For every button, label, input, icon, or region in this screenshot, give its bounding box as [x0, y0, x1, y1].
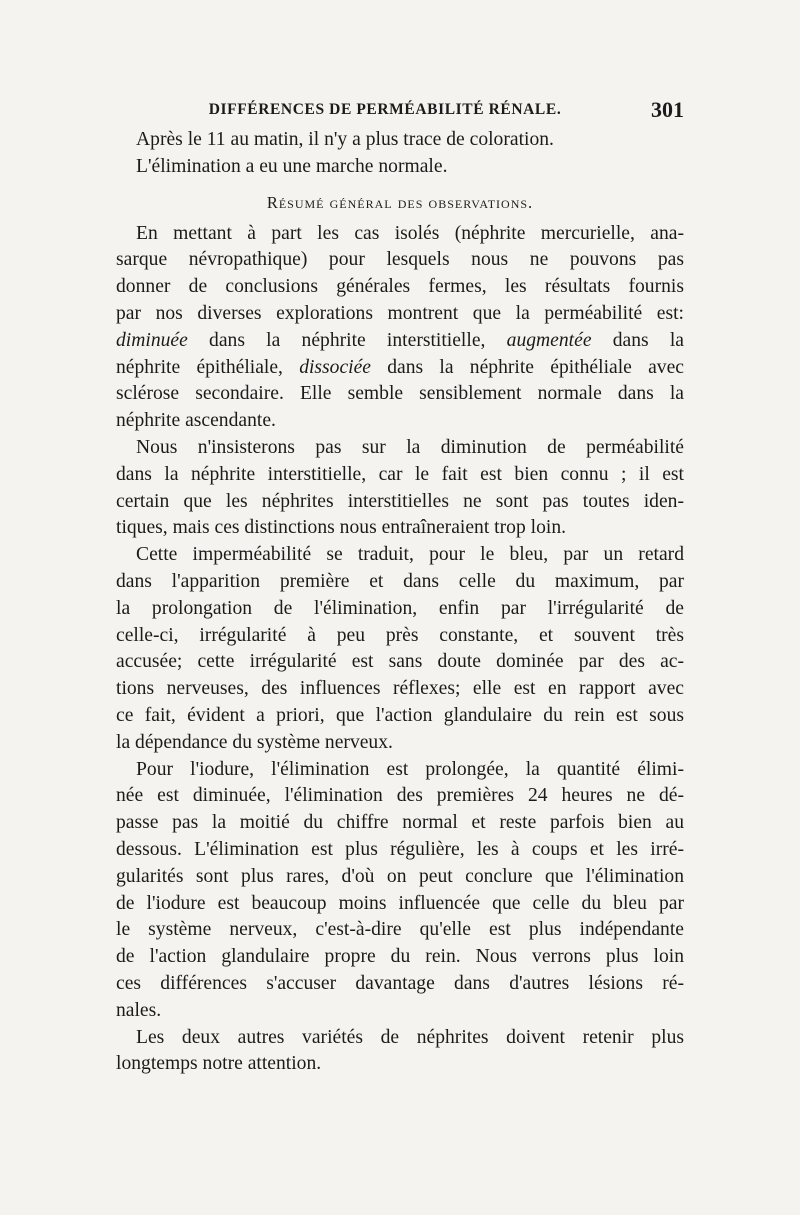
line-fragment: dans la: [591, 329, 684, 351]
paragraph-line: dans l'apparition première et dans celle du maximum, par: [116, 570, 684, 592]
paragraph-line: tiques, mais ces distinctions nous entraîneraient trop loin.: [116, 517, 567, 539]
paragraph-line: ces différences s'accuser davantage dans d'autres lésions ré-: [116, 972, 684, 994]
line-fragment: dans la néphrite interstitielle,: [187, 329, 507, 351]
section-title: Résumé général des observations.: [266, 192, 534, 212]
paragraph-line: certain que les néphrites interstitielles ne sont pas toutes iden-: [116, 490, 684, 512]
emphasis-dissociee: dissociée: [299, 356, 372, 378]
paragraph-line: Les deux autres variétés de néphrites doivent retenir plus: [136, 1026, 684, 1048]
paragraph-line: ce fait, évident a priori, que l'action glandulaire du rein est sous: [116, 704, 684, 726]
paragraph-line: sclérose secondaire. Elle semble sensiblement normale dans la: [116, 383, 684, 405]
paragraph-line: En mettant à part les cas isolés (néphrite mercurielle, ana-: [136, 222, 684, 244]
paragraph-line: accusée; cette irrégularité est sans doute dominée par des ac-: [116, 651, 684, 673]
paragraph-line: la prolongation de l'élimination, enfin par l'irrégularité de: [116, 597, 684, 619]
paragraph-line: la dépendance du système nerveux.: [116, 731, 393, 753]
paragraph-line: le système nerveux, c'est-à-dire qu'elle est plus indépendante: [116, 919, 684, 941]
paragraph-line: passe pas la moitié du chiffre normal et reste parfois bien au: [116, 812, 684, 834]
paragraph-line: dessous. L'élimination est plus régulière, les à coups et les irré-: [116, 838, 684, 860]
line-fragment: néphrite épithéliale,: [116, 356, 300, 378]
intro-line: Après le 11 au matin, il n'y a plus trace de coloration.: [136, 129, 554, 150]
paragraph-line: Cette imperméabilité se traduit, pour le bleu, par un retard: [136, 544, 684, 566]
emphasis-augmentee: augmentée: [506, 329, 592, 351]
paragraph-line: Nous n'insisterons pas sur la diminution de perméabilité: [136, 436, 684, 458]
intro-line: L'élimination a eu une marche normale.: [136, 155, 448, 177]
paragraph-line: nales.: [116, 999, 162, 1021]
line-fragment: dans la néphrite épithéliale avec: [371, 356, 684, 378]
paragraph-line: tions nerveuses, des influences réflexes; elle est en rapport avec: [116, 678, 684, 700]
paragraph-line: [116, 355, 684, 382]
paragraph-line: celle-ci, irrégularité à peu près constante, et souvent très: [116, 624, 684, 646]
paragraph-line: [116, 328, 684, 355]
paragraph-impermeability: [116, 542, 684, 756]
paragraph-line: néphrite ascendante.: [116, 410, 276, 432]
paragraph-line: dans la néphrite interstitielle, car le fait est bien connu ; il est: [116, 463, 684, 485]
paragraph-line: Pour l'iodure, l'élimination est prolongée, la quantité élimi-: [136, 758, 684, 780]
page-body: [116, 127, 684, 1078]
emphasis-diminuee: diminuée: [116, 329, 188, 351]
paragraph-line: par nos diverses explorations montrent que la perméabilité est:: [116, 302, 684, 324]
page-number: 301: [651, 97, 684, 122]
paragraph-interstitial: [116, 435, 684, 542]
paragraph-line: donner de conclusions générales fermes, les résultats fournis: [116, 276, 684, 298]
page-header: [116, 97, 684, 123]
paragraph-line: gularités sont plus rares, d'où on peut conclure que l'élimination: [116, 865, 684, 887]
running-title: DIFFÉRENCES DE PERMÉABILITÉ RÉNALE.: [208, 101, 562, 118]
paragraph-line: de l'action glandulaire propre du rein. Nous verrons plus loin: [116, 946, 684, 968]
paragraph-conclusion: [116, 1025, 684, 1079]
paragraph-line: sarque névropathique) pour lesquels nous ne pouvons pas: [116, 249, 684, 271]
paragraph-line: de l'iodure est beaucoup moins influencée que celle du bleu par: [116, 892, 684, 914]
paragraph-iodide: [116, 757, 684, 1025]
paragraph-line: née est diminuée, l'élimination des premières 24 heures ne dé-: [116, 785, 684, 807]
paragraph-summary: [116, 221, 684, 435]
paragraph-line: longtemps notre attention.: [116, 1053, 322, 1075]
